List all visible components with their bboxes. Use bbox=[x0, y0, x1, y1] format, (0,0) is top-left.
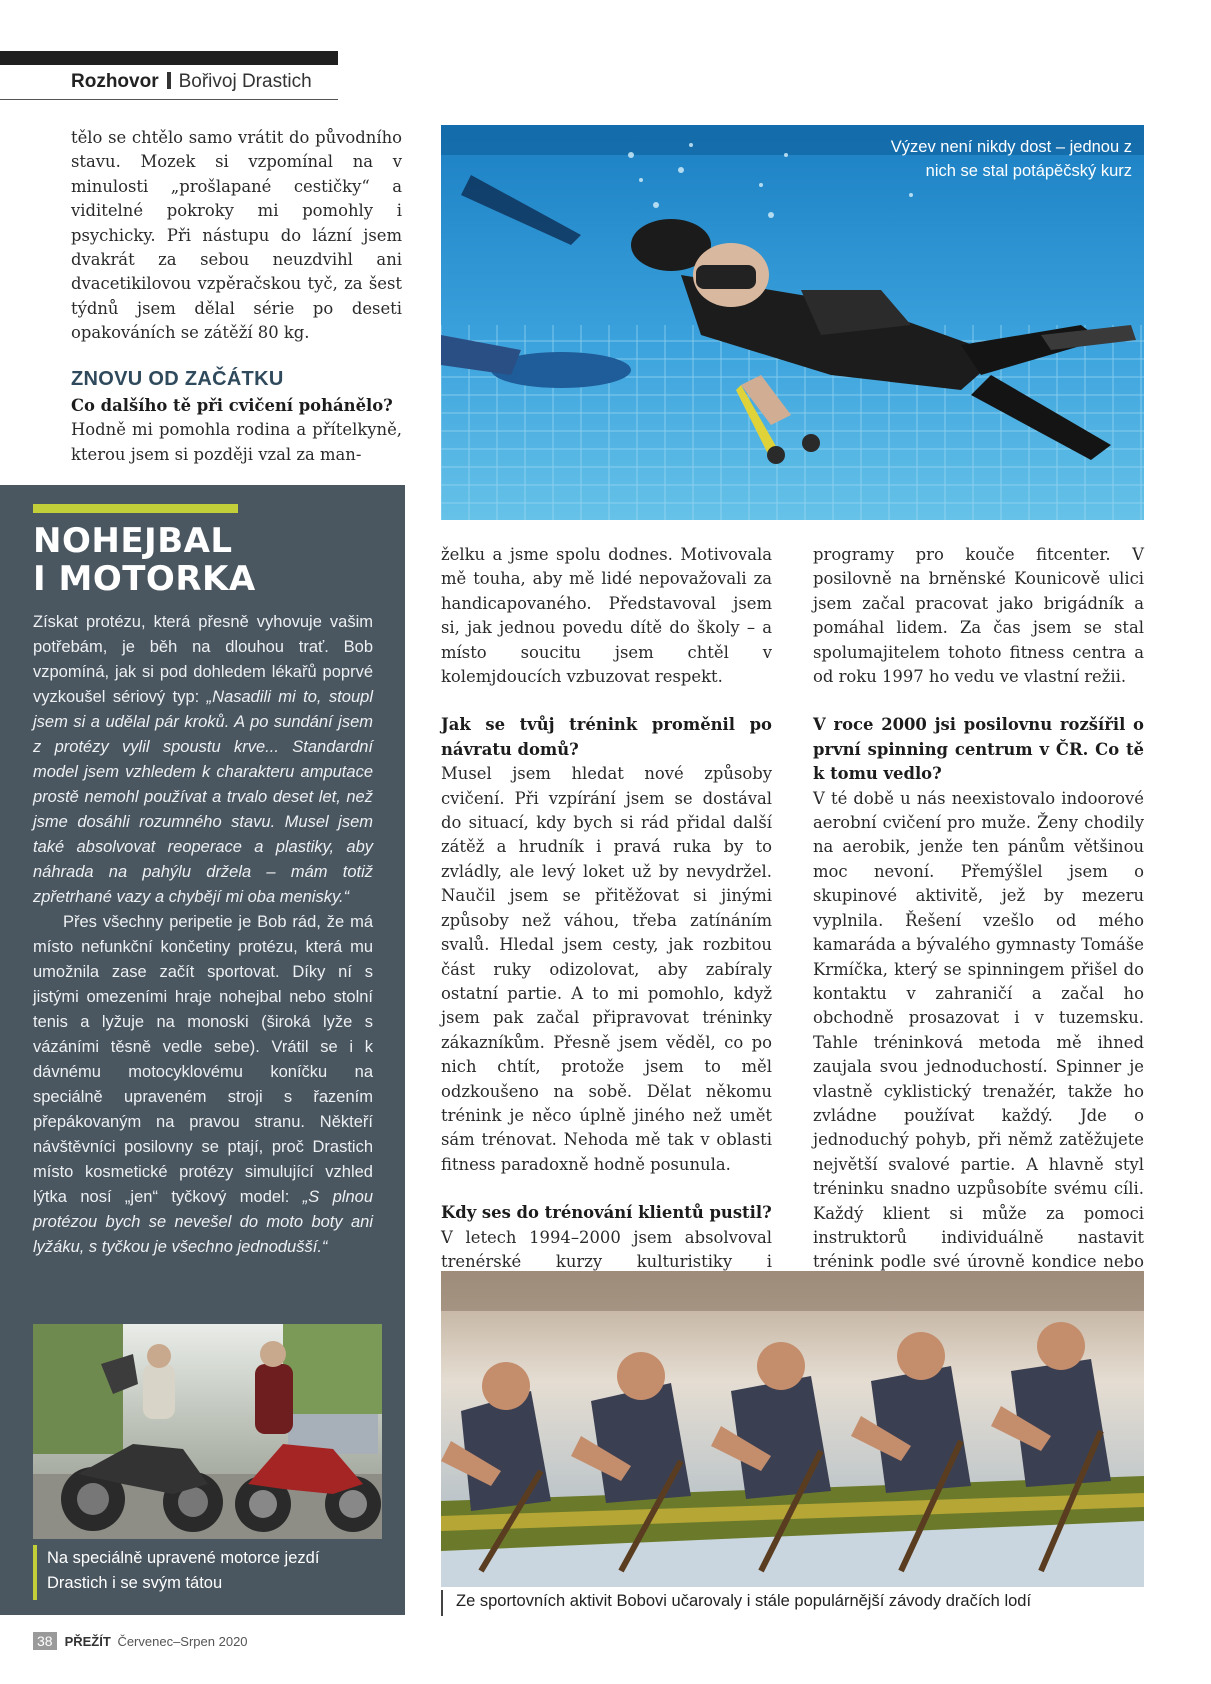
motorcycle-photo-image bbox=[33, 1324, 382, 1539]
sidebar-text bbox=[33, 610, 373, 1260]
sidebar-p2-text: Přes všechny peripetie je Bob rád, že má místo nefunkční končetiny protézu, která mu umožnila zase začít sportovat. Díky ní s jistými omezeními hraje nohejbal nebo stolní tenis a lyžuje na monoski (široká lyže s vázáními těsně vedle sebe). Vrátil se i k dávnému motocyklovému koníčku na speciálně upraveném stroji s řazením přepákovaným na pravou stranu. Někteří návštěvníci posilovny se ptají, proč Drastich místo kosmetické protézy simulující vzhled lýtka nosí „jen“ tyčkový model: bbox=[33, 913, 373, 1206]
section-label: Rozhovor bbox=[71, 71, 159, 92]
sidebar-title-line-1: NOHEJBAL bbox=[33, 521, 233, 561]
col3-paragraph-1: programy pro kouče fitcenter. V posilovně na brněnské Kounicově ulici jsem začal pracovat jako brigádník a pomáhal lidem. Za čas jsem se stal spolumajitelem tohoto fitness centra a od roku 1997 ho vedu ve vlastní režii. bbox=[813, 545, 1144, 687]
question-4: V roce 2000 jsi posilovnu rozšířil o první spinning centrum v ČR. Co tě k tomu vedlo? bbox=[813, 715, 1144, 784]
dragon-boat-photo bbox=[441, 1271, 1144, 1587]
header-separator bbox=[167, 72, 171, 89]
diving-photo-caption: Výzev není nikdy dost – jednou z nich se stal potápěčský kurz bbox=[890, 138, 1132, 180]
answer-1-start: Hodně mi pomohla rodina a přítelkyně, kterou jsem si později vzal za man- bbox=[71, 420, 402, 464]
interviewee-name: Bořivoj Drastich bbox=[178, 71, 312, 92]
column-2 bbox=[441, 543, 772, 1299]
question-2: Jak se tvůj trénink proměnil po návratu domů? bbox=[441, 715, 772, 759]
sidebar-p1-text: Získat protézu, která přesně vyhovuje vašim potřebám, je běh na dlouhou trať. Bob vzpomíná, jak si pod dohledem lékařů poprvé vyzkoušel sériový typ: bbox=[33, 613, 373, 706]
header-rule bbox=[0, 99, 338, 100]
motorcycle-photo bbox=[33, 1324, 382, 1539]
page-header bbox=[71, 71, 312, 93]
motorcycle-caption-bar bbox=[33, 1545, 37, 1600]
sidebar-title bbox=[33, 522, 373, 598]
diving-photo bbox=[441, 125, 1144, 520]
column-1-intro bbox=[71, 126, 402, 346]
question-3: Kdy ses do trénování klientů pustil? bbox=[441, 1203, 772, 1223]
column-3 bbox=[813, 543, 1144, 1299]
dragon-boat-caption: Ze sportovních aktivit Bobovi učarovaly i stále populárnější závody dračích lodí bbox=[456, 1592, 1032, 1610]
page-footer bbox=[33, 1632, 248, 1650]
motorcycle-caption: Na speciálně upravené motorce jezdí Drastich i se svým tátou bbox=[47, 1549, 320, 1592]
diving-photo-image bbox=[441, 125, 1144, 520]
sidebar-p1-quote: „Nasadili mi to, stoupl jsem si a udělal pár kroků. A po sundání jsem z protézy vylil spoustu krve... Standardní model jsem vzhledem k charakteru amputace prostě nemohl používat a trvalo deset let, než jsme dosáhli rozumného stavu. Musel jsem také absolvovat reoperace a plastiky, aby náhrada na pahýlu držela – mám totiž zpřetrhané vazy a chybějí mi oba menisky.“ bbox=[33, 688, 373, 906]
sidebar-accent-bar bbox=[33, 504, 238, 513]
intro-paragraph: tělo se chtělo samo vrátit do původního stavu. Mozek si vzpomínal na v minulosti „prošlapané cestičky“ a viditelné pokroky mi pomohly i psychicky. Při nástupu do lázní jsem dvakrát za sebou neuzdvihl ani dvacetikilovou vzpěračskou tyč, za šest týdnů jsem dělal série po deseti opakováních se zátěží 80 kg. bbox=[71, 128, 402, 343]
sidebar-title-line-2: I MOTORKA bbox=[33, 559, 256, 599]
answer-3-start: V letech 1994–2000 jsem absolvoval trenérské kurzy kulturistiky i bbox=[441, 1227, 772, 1271]
sidebar-paragraph-1 bbox=[33, 610, 373, 910]
answer-2: Musel jsem hledat nové způsoby cvičení. Při vzpírání jsem se dostával do situací, kdy bych si rád přidal další zátěž a hrudník i pravá ruka by to zvládly, ale levý loket už by nevydržel. Naučil jsem se přitěžovat si jinými způsoby než váhou, třeba zatínáním svalů. Hledal jsem cesty, jak rozbitou část ruky odizolovat, aby zabíraly ostatní partie. A to mi pomohlo, když jsem pak začal připravovat tréninky zákazníkům. Přesně jsem věděl, co po nich chtít, protože jsem to měl odzkoušeno na sobě. Dělat někomu trénink je něco úplně jiného než umět sám trénovat. Nehoda mě tak v oblasti fitness paradoxně hodně posunula. bbox=[441, 764, 772, 1174]
section-heading: ZNOVU OD ZAČÁTKU bbox=[71, 368, 284, 390]
page-number: 38 bbox=[33, 1632, 57, 1650]
sidebar-paragraph-2 bbox=[33, 910, 373, 1260]
dragon-boat-caption-bar bbox=[441, 1590, 443, 1616]
issue-date: Červenec–Srpen 2020 bbox=[117, 1634, 248, 1649]
col2-paragraph-1: želku a jsme spolu dodnes. Motivovala mě touha, aby mě lidé nepovažovali za handicapovaného. Představoval jsem si, jak jednou povedu dítě do školy – a místo soucitu jsem chtěl v kolemjdoucích vzbuzovat respekt. bbox=[441, 545, 772, 687]
answer-4: V té době u nás neexistovalo indoorové aerobní cvičení pro muže. Ženy chodily na aerobik, jenže ten pánům většinou moc nevoní. Přemýšlel jsem o skupinové aktivitě, jež by mezeru vyplnila. Řešení vzešlo od mého kamaráda a bývalého gymnasty Tomáše Krmíčka, který se spinningem přišel do kontaktu v zahraničí a začal ho obchodně prosazovat i v tuzemsku. Tahle tréninková metoda mě ihned zaujala svou jednoduchostí. Spinner je vlastně cyklistický trenažér, takže ho zvládne používat každý. Jde o jednoduchý pohyb, při němž zatěžujete největší svalové partie. A hlavně styl tréninku snadno uzpůsobíte svému cíli. Každý klient si může za pomoci instruktorů individuálně nastavit trénink podle své úrovně kondice nebo bbox=[813, 788, 1144, 1272]
column-1-qa bbox=[71, 394, 402, 467]
top-bar bbox=[0, 51, 338, 65]
sidebar-p2-quote: „S plnou protézou bych se nevešel do moto boty ani lyžáku, s tyčkou je všechno jednodušší.“ bbox=[33, 1188, 374, 1256]
magazine-name: PŘEŽÍT bbox=[64, 1634, 111, 1649]
dragon-boat-photo-image bbox=[441, 1271, 1144, 1587]
question-1: Co dalšího tě při cvičení pohánělo? bbox=[71, 396, 393, 415]
